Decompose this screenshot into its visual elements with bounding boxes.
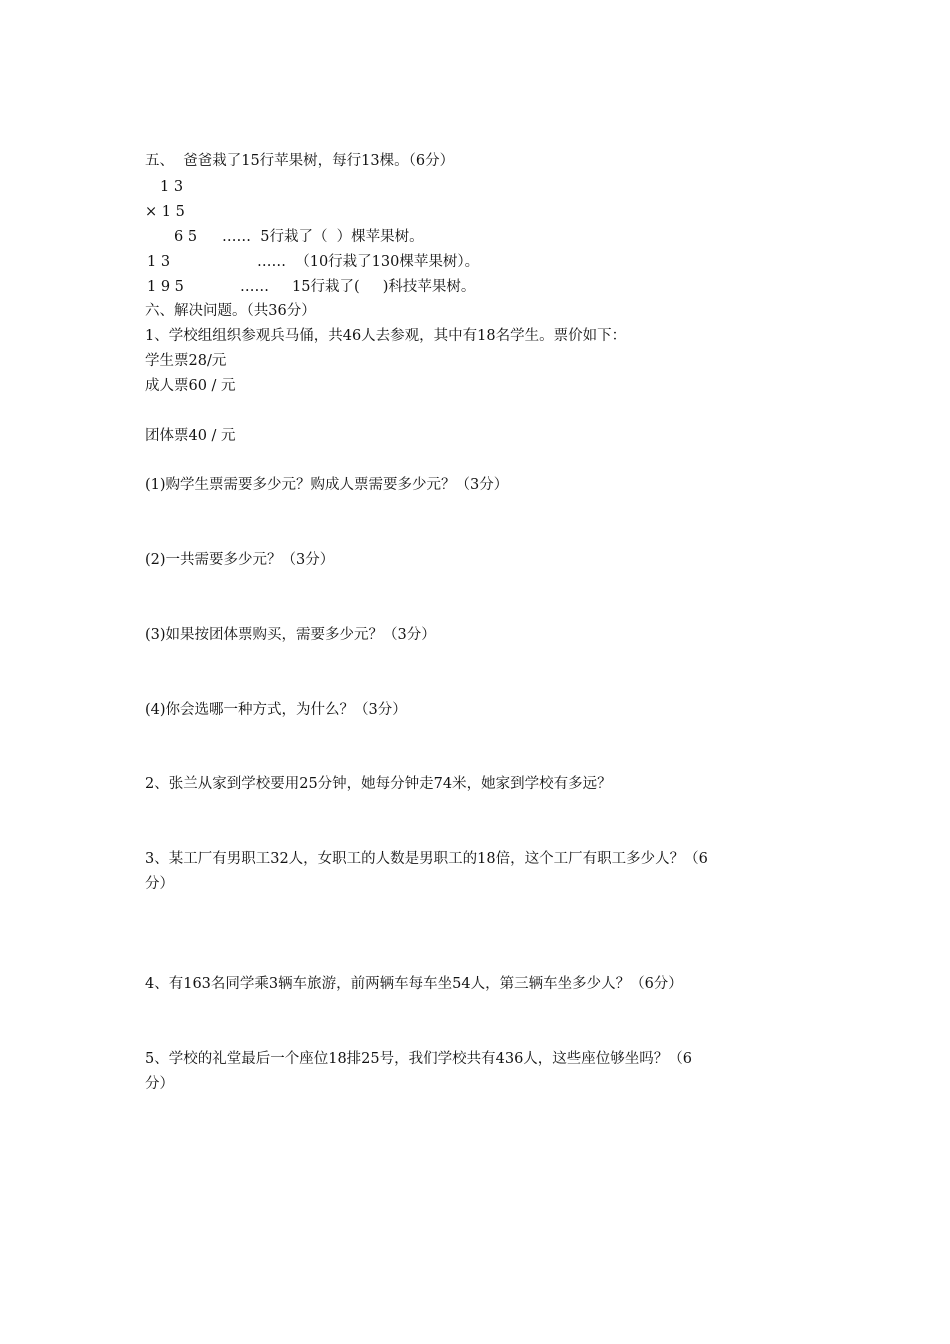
question-1: 1、学校组组织参观兵马俑，共46人去参观，其中有18名学生。票价如下： xyxy=(145,328,627,344)
calc-multiplier: × 1 5 xyxy=(145,204,185,220)
question-5-line-2: 分） xyxy=(145,1076,174,1092)
question-1-part-4: (4)你会选哪一种方式，为什么？（3分） xyxy=(145,702,407,718)
price-student: 学生票28/元 xyxy=(145,353,227,369)
calc-product: 1 9 5 xyxy=(147,279,184,295)
question-1-part-1: (1)购学生票需要多少元？购成人票需要多少元？（3分） xyxy=(145,477,509,493)
calc-note-3: …… 15行栽了( )科技苹果树。 xyxy=(240,279,476,295)
question-2: 2、张兰从家到学校要用25分钟，她每分钟走74米，她家到学校有多远？ xyxy=(145,776,612,792)
calc-note-1: …… 5行栽了（ ）棵苹果树。 xyxy=(222,229,424,245)
calc-note-2: …… （10行栽了130棵苹果树）。 xyxy=(257,254,480,270)
question-1-part-3: (3)如果按团体票购买，需要多少元？（3分） xyxy=(145,627,436,643)
section5-heading: 五、 爸爸栽了15行苹果树，每行13棵。（6分） xyxy=(145,153,455,169)
price-adult: 成人票60 / 元 xyxy=(145,378,236,394)
question-4: 4、有163名同学乘3辆车旅游，前两辆车每车坐54人，第三辆车坐多少人？（6分） xyxy=(145,976,683,992)
calc-partial-1: 6 5 xyxy=(174,229,198,245)
question-1-part-2: (2)一共需要多少元？（3分） xyxy=(145,552,335,568)
price-group: 团体票40 / 元 xyxy=(145,428,236,444)
calc-partial-2: 1 3 xyxy=(147,254,171,270)
question-3-line-2: 分） xyxy=(145,876,174,892)
question-3-line-1: 3、某工厂有男职工32人，女职工的人数是男职工的18倍，这个工厂有职工多少人？（6 xyxy=(145,851,708,867)
question-5-line-1: 5、学校的礼堂最后一个座位18排25号，我们学校共有436人，这些座位够坐吗？（6 xyxy=(145,1051,693,1067)
calc-multiplicand: 1 3 xyxy=(160,179,184,195)
section6-heading: 六、解决问题。（共36分） xyxy=(145,303,316,319)
